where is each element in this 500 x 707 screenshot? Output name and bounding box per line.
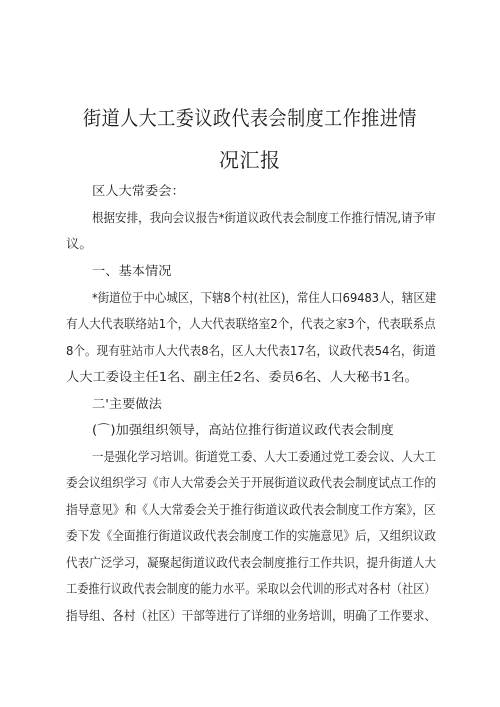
paragraph-line: 有人大代表联络站1个，人大代表联络室2个，代表之家3个，代表联系点 [66,316,436,331]
paragraph-line: 人大工委设主任1名、副主任2名、委员6名、人大秘书1名。 [66,369,418,384]
paragraph-line: 委会议组织学习《市人大常委会关于开展街道议政代表会制度试点工作的 [66,475,437,490]
paragraph-line: 议。 [66,236,93,251]
document-title-line-2: 况汇报 [219,148,281,172]
paragraph-line: 根据安排，我向会议报告*街道议政代表会制度工作推行情况,请予审 [92,210,436,225]
paragraph-line: 8个。现有驻站市人大代表8名，区人大代表17名，议政代表54名，街道 [66,343,436,358]
paragraph-line: 指导意见》和《人大常委会关于推行街道议政代表会制度工作方案》，区 [66,502,436,517]
paragraph-line: *街道位于中心城区，下辖8个村(社区)，常住人口69483人，辖区建 [92,290,437,305]
paragraph-line: 委下发《全面推行街道议政代表会制度工作的实施意见》后，又组织议政 [66,528,437,543]
subsection-heading: (⌒)加强组织领导，高站位推行街道议政代表会制度 [92,422,394,437]
section-heading: 二'主要做法 [92,396,162,411]
salutation: 区人大常委会： [92,183,185,198]
paragraph-line: 一是强化学习培训。街道党工委、人大工委通过党工委会议、人大工 [92,449,436,464]
paragraph-line: 指导组、各村（社区）干部等进行了详细的业务培训，明确了工作要求、 [66,608,437,623]
paragraph-line: 代表广泛学习，凝聚起街道议政代表会制度推行工作共识，提升街道人大 [66,555,437,570]
paragraph-line: 工委推行议政代表会制度的能力水平。采取以会代训的形式对各村（社区） [66,581,436,596]
section-heading: 一、基本情况 [92,263,172,278]
document-title-line-1: 街道人大工委议政代表会制度工作推进情 [83,106,417,130]
